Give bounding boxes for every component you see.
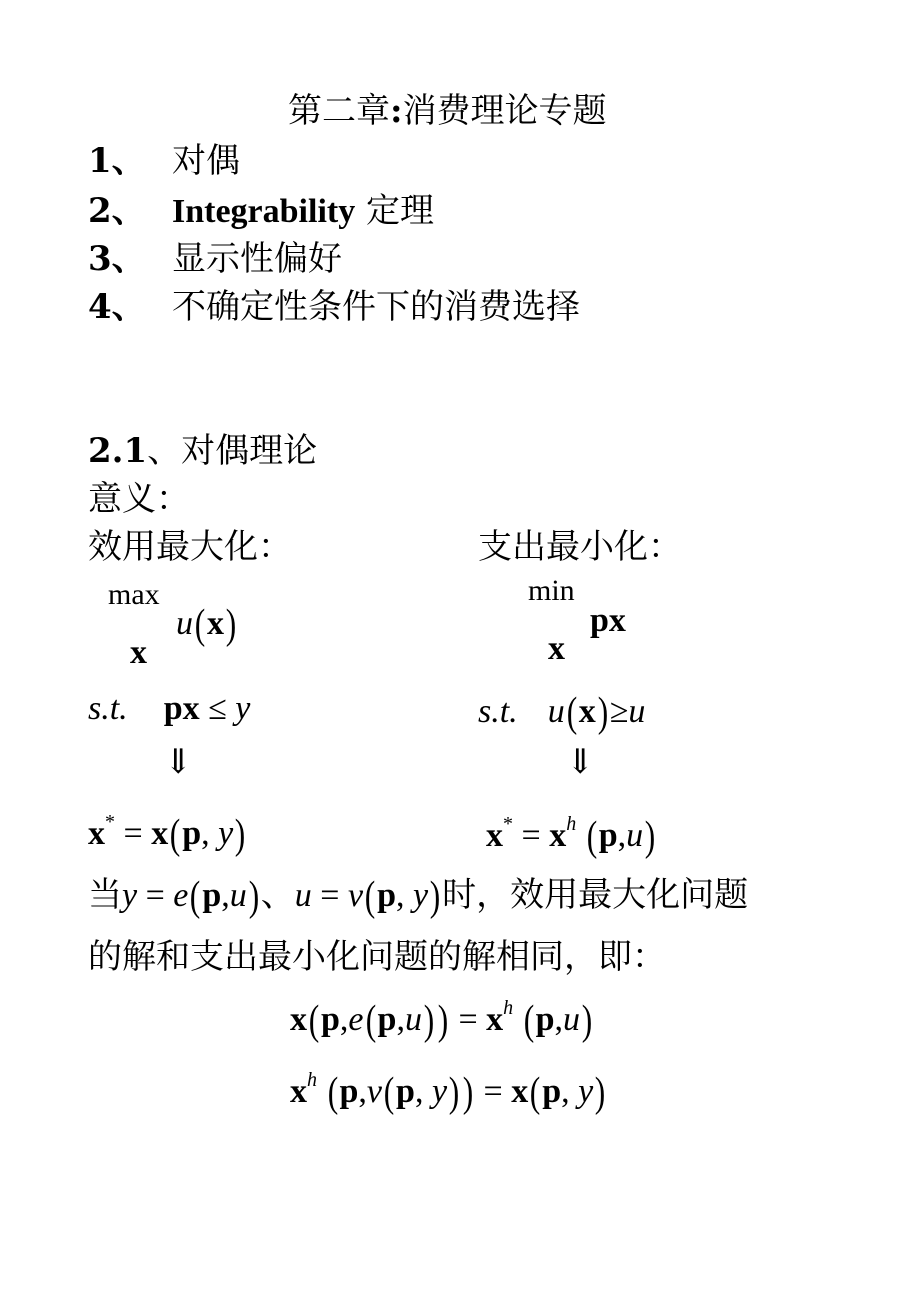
- section-heading: [88, 431, 318, 471]
- toc-num-3: 3、: [88, 239, 146, 279]
- px-term: px: [163, 690, 200, 727]
- max-operator: max: [108, 578, 160, 611]
- e-symbol: e: [173, 877, 189, 914]
- p-symbol: p: [377, 1001, 397, 1038]
- p-symbol: p: [542, 1073, 562, 1110]
- st-label: s.t.: [478, 693, 518, 730]
- equals-symbol: =: [483, 1073, 503, 1110]
- identity-equation-2: $x^h$ (p,v(p, y)) = x(p, y): [290, 1069, 606, 1116]
- x-function: x: [486, 1001, 504, 1038]
- x-function: x: [151, 815, 169, 852]
- min-variable: x: [548, 630, 565, 667]
- geq-symbol: ≥: [609, 693, 629, 730]
- st-label: s.t.: [88, 690, 128, 727]
- right-heading: 支出最小化：: [478, 527, 682, 567]
- p-symbol: p: [396, 1073, 415, 1110]
- left-implies-arrow: ⇓: [164, 744, 193, 781]
- toc-num-1: 1、: [88, 141, 146, 181]
- star-superscript: *: [503, 813, 513, 835]
- equation-u-v: u = v(p, y): [294, 874, 441, 920]
- x-symbol: x: [486, 817, 503, 854]
- right-implies-arrow: ⇓: [566, 744, 595, 781]
- toc-text-3: [172, 239, 342, 279]
- p-symbol: p: [535, 1001, 555, 1038]
- h-superscript: h: [307, 1069, 317, 1091]
- right-constraint: s.t. u(x)≥u: [478, 690, 646, 736]
- paragraph-line-1: [88, 876, 748, 918]
- x-function: x: [290, 1001, 307, 1038]
- toc-num-4: 4、: [88, 287, 146, 327]
- x-function: x: [549, 817, 567, 854]
- u-symbol: u: [563, 1001, 581, 1038]
- section-number: 2.1: [88, 431, 148, 471]
- y-symbol: y: [431, 1073, 448, 1110]
- y-symbol: y: [413, 877, 429, 914]
- utility-objective: u(x): [176, 602, 237, 648]
- u-symbol: u: [176, 605, 193, 642]
- title-prefix: 第二章: [288, 91, 390, 131]
- toc-num-2: 2、: [88, 191, 146, 231]
- title-colon: :: [390, 91, 403, 131]
- x-symbol: x: [578, 693, 596, 730]
- p-symbol: p: [202, 877, 222, 914]
- u-symbol: u: [626, 817, 644, 854]
- title-suffix: 消费理论专题: [402, 91, 607, 131]
- v-symbol: v: [347, 877, 364, 914]
- page-title: [288, 91, 607, 131]
- toc-label: 定理: [355, 191, 435, 231]
- e-symbol: e: [348, 1001, 364, 1038]
- p-symbol: p: [377, 877, 396, 914]
- p-symbol: p: [321, 1001, 340, 1038]
- toc-label: 不确定性条件下的消费选择: [172, 287, 580, 327]
- u-symbol: u: [628, 693, 646, 730]
- u-symbol: u: [547, 693, 565, 730]
- right-solution: $x^* = x^h$ (p,u): [486, 813, 656, 860]
- toc-text-1: [172, 141, 240, 181]
- paragraph-line-2: 的解和支出最小化问题的解相同，即：: [88, 937, 666, 977]
- u-symbol: u: [294, 877, 312, 914]
- p-symbol: p: [182, 815, 202, 852]
- max-variable: x: [130, 634, 147, 671]
- v-symbol: v: [366, 1073, 383, 1110]
- equals-symbol: =: [145, 877, 165, 914]
- expenditure-objective: px: [590, 602, 626, 639]
- section-title: 、对偶理论: [147, 431, 318, 471]
- h-superscript: h: [566, 813, 577, 835]
- star-superscript: *: [105, 811, 115, 833]
- toc-bold-term: Integrability: [172, 193, 356, 230]
- y-symbol: y: [235, 690, 251, 727]
- toc-text-2: [172, 191, 435, 231]
- identity-equation-1: $x(p,e(p,u)) = x^h$ (p,u): [290, 997, 593, 1044]
- paragraph-start: 当: [88, 875, 122, 915]
- equals-symbol: =: [123, 815, 143, 852]
- toc-label: 对偶: [172, 141, 240, 181]
- min-operator: min: [528, 574, 575, 607]
- u-symbol: u: [229, 877, 247, 914]
- toc-text-4: [172, 287, 580, 327]
- paragraph-rest: 时，效用最大化问题: [442, 875, 749, 915]
- x-symbol: x: [207, 605, 224, 642]
- toc-label: 显示性偏好: [172, 239, 342, 279]
- equals-symbol: =: [320, 877, 340, 914]
- x-function: x: [511, 1073, 529, 1110]
- left-heading: 效用最大化：: [88, 527, 292, 567]
- equation-y-e: y = e(p,u): [122, 874, 260, 920]
- x-symbol: x: [88, 815, 105, 852]
- equals-symbol: =: [458, 1001, 478, 1038]
- meaning-label: 意义：: [88, 479, 190, 519]
- separator: 、: [260, 875, 295, 915]
- y-symbol: y: [578, 1073, 594, 1110]
- h-superscript: h: [503, 997, 514, 1019]
- left-solution: x* = x(p, y): [88, 811, 246, 858]
- y-symbol: y: [218, 815, 234, 852]
- p-symbol: p: [598, 817, 618, 854]
- left-constraint: [88, 692, 250, 726]
- y-symbol: y: [122, 877, 138, 914]
- equals-symbol: =: [521, 817, 541, 854]
- p-symbol: p: [339, 1073, 359, 1110]
- x-function: x: [290, 1073, 307, 1110]
- leq-symbol: ≤: [208, 690, 227, 727]
- u-symbol: u: [404, 1001, 422, 1038]
